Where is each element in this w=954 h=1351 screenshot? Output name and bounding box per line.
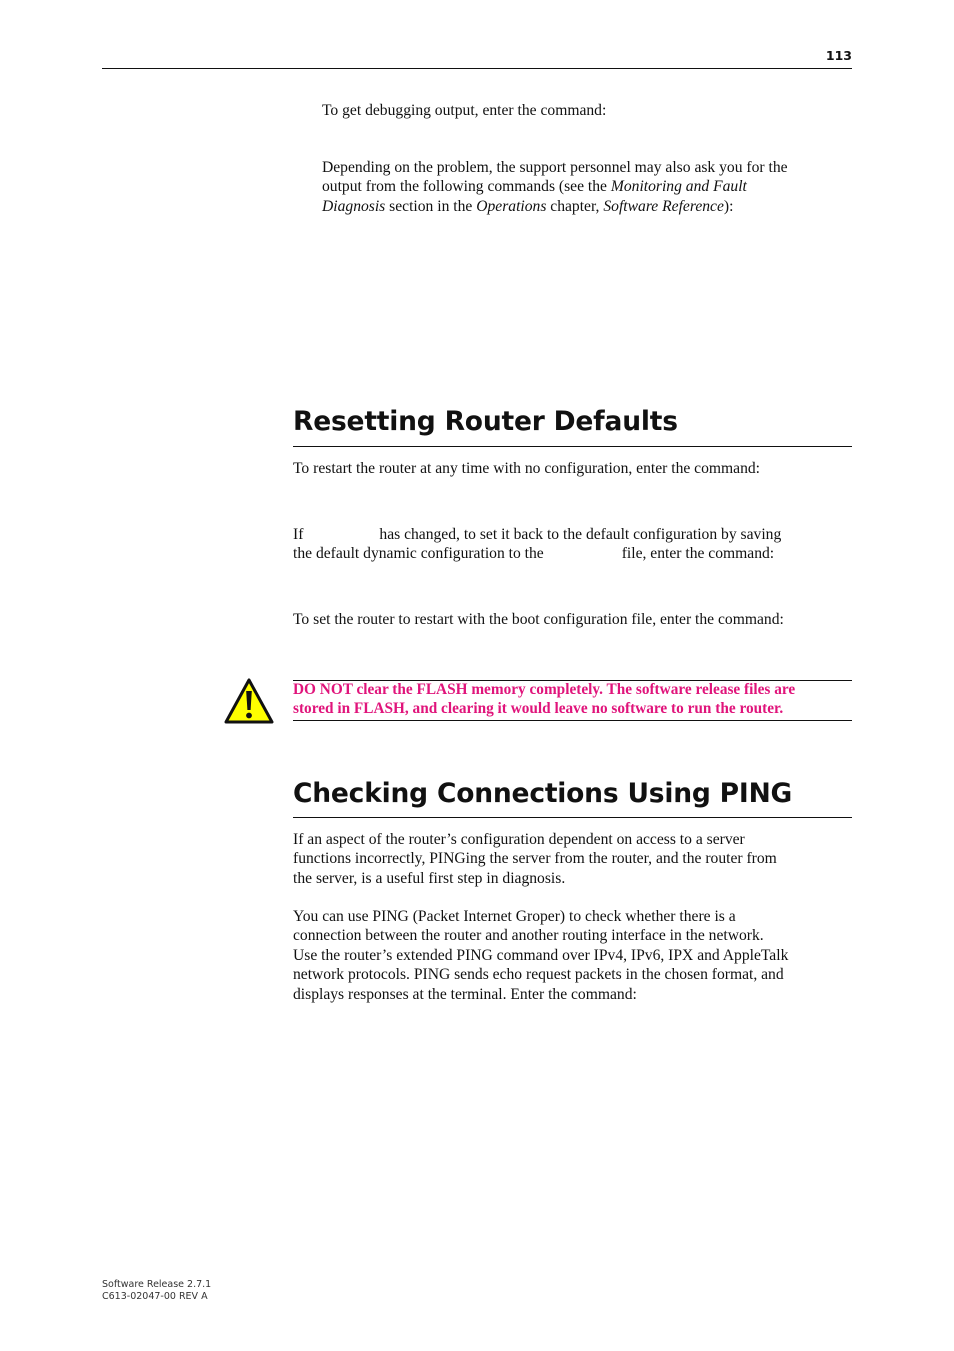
warning-text	[293, 680, 858, 718]
ping-p2-line: connection between the router and another routing interface in the network.	[293, 927, 764, 945]
reset-title-rule	[293, 446, 852, 447]
ping-p2-line: Use the router’s extended PING command over IPv4, IPv6, IPX and AppleTalk	[293, 946, 789, 964]
warning-line-1: DO NOT clear the FLASH memory completely. The software release files are	[293, 681, 796, 698]
footer	[102, 1279, 211, 1304]
ping-p2-line: displays responses at the terminal. Enter the command:	[293, 985, 637, 1003]
reset-section-title: Resetting Router Defaults	[293, 406, 678, 437]
support-paragraph	[322, 158, 857, 216]
ping-p2	[293, 907, 858, 1004]
ping-p2-line: network protocols. PING sends echo request packets in the chosen format, and	[293, 966, 784, 984]
header-rule	[102, 68, 852, 69]
debug-prompt: To get debugging output, enter the command:	[322, 102, 607, 119]
page-number: 113	[825, 48, 852, 63]
ping-title-rule	[293, 817, 852, 818]
ping-section-title: Checking Connections Using PING	[293, 778, 793, 809]
reset-p3: To set the router to restart with the boot configuration file, enter the command:	[293, 611, 784, 628]
monitoring-ref: Monitoring and Fault	[610, 178, 747, 196]
ping-p1	[293, 830, 858, 888]
reset-p2-line-1: If has changed, to set it back to the default configuration by saving	[293, 526, 782, 543]
warning-line-2: stored in FLASH, and clearing it would leave no software to run the router.	[293, 700, 784, 718]
reset-p1: To restart the router at any time with no configuration, enter the command:	[293, 460, 761, 477]
warning-bottom-rule	[293, 720, 852, 721]
reset-p2	[293, 525, 853, 564]
support-line-1: Depending on the problem, the support personnel may also ask you for the	[322, 159, 788, 176]
ping-p1-line: functions incorrectly, PINGing the server from the router, and the router from	[293, 850, 777, 868]
ping-p2-line: You can use PING (Packet Internet Groper) to check whether there is a	[293, 908, 736, 925]
footer-doc-id: C613-02047-00 REV A	[102, 1291, 208, 1303]
reset-p2-line-2: the default dynamic configuration to the file, enter the command:	[293, 545, 775, 563]
warning-triangle-icon	[223, 677, 275, 725]
support-line-2: output from the following commands (see the Monitoring and Fault	[322, 178, 747, 196]
footer-release: Software Release 2.7.1	[102, 1279, 212, 1290]
ping-p1-line: the server, is a useful first step in diagnosis.	[293, 869, 566, 887]
support-line-3: Diagnosis section in the Operations chapter, Software Reference):	[322, 197, 734, 215]
ping-p1-line: If an aspect of the router’s configuration dependent on access to a server	[293, 831, 745, 848]
